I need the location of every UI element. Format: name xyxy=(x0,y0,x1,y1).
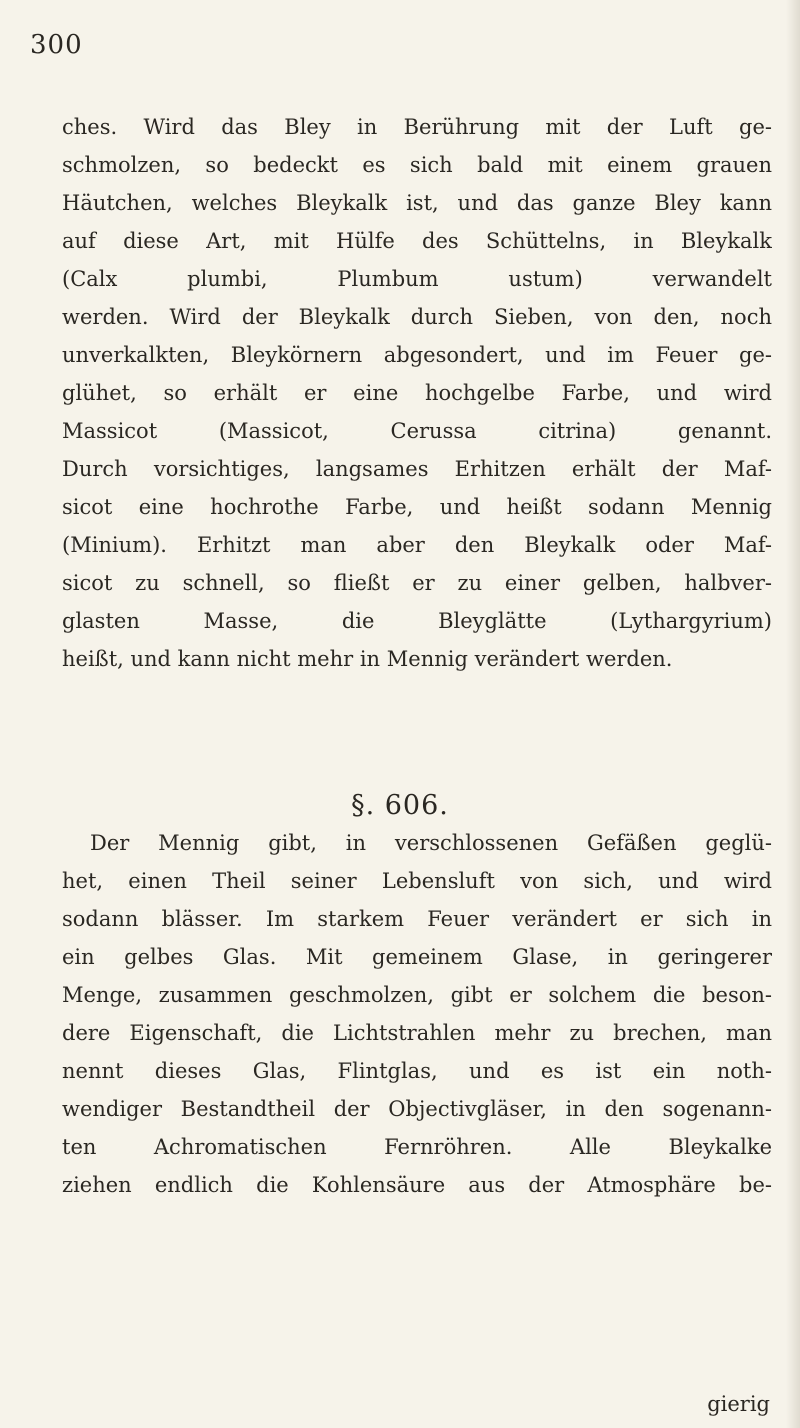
text-line: auf diese Art, mit Hülfe des Schüttelns, in Bleykalk xyxy=(62,229,772,253)
text-line: schmolzen, so bedeckt es sich bald mit einem grauen xyxy=(62,153,772,177)
section-heading: §. 606. xyxy=(351,790,449,821)
text-line: ein gelbes Glas. Mit gemeinem Glase, in geringerer xyxy=(62,945,772,969)
text-line: dere Eigenschaft, die Lichtstrahlen mehr zu brechen, man xyxy=(62,1021,772,1045)
text-line: Der Mennig gibt, in verschlossenen Gefäßen geglü- xyxy=(90,831,772,855)
text-line: sodann blässer. Im starkem Feuer verändert er sich in xyxy=(62,907,772,931)
catchword: gierig xyxy=(707,1392,770,1416)
text-line: glasten Masse, die Bleyglätte (Lythargyrium) xyxy=(62,609,772,633)
text-line: ches. Wird das Bley in Berührung mit der Luft ge- xyxy=(62,115,772,139)
paragraph-1 xyxy=(62,108,772,678)
text-line: sicot eine hochrothe Farbe, und heißt sodann Mennig xyxy=(62,495,772,519)
text-line: unverkalkten, Bleykörnern abgesondert, und im Feuer ge- xyxy=(62,343,772,367)
text-line: Massicot (Massicot, Cerussa citrina) genannt. xyxy=(62,419,772,443)
text-line: heißt, und kann nicht mehr in Mennig verändert werden. xyxy=(62,647,673,671)
text-line: het, einen Theil seiner Lebensluft von sich, und wird xyxy=(62,869,772,893)
text-line: sicot zu schnell, so fließt er zu einer gelben, halbver- xyxy=(62,571,772,595)
text-line: nennt dieses Glas, Flintglas, und es ist ein noth- xyxy=(62,1059,772,1083)
text-line: ten Achromatischen Fernröhren. Alle Bleykalke xyxy=(62,1135,772,1159)
page-number: 300 xyxy=(30,30,83,60)
text-line: Häutchen, welches Bleykalk ist, und das ganze Bley kann xyxy=(62,191,772,215)
text-line: wendiger Bestandtheil der Objectivgläser, in den sogenann- xyxy=(62,1097,772,1121)
text-line: (Calx plumbi, Plumbum ustum) verwandelt xyxy=(62,267,772,291)
text-line: werden. Wird der Bleykalk durch Sieben, von den, noch xyxy=(62,305,772,329)
paragraph-2 xyxy=(62,824,772,1204)
text-line: ziehen endlich die Kohlensäure aus der Atmosphäre be- xyxy=(62,1173,772,1197)
page-edge-shadow xyxy=(786,0,800,1428)
text-line: (Minium). Erhitzt man aber den Bleykalk oder Maf- xyxy=(62,533,772,557)
text-line: glühet, so erhält er eine hochgelbe Farbe, und wird xyxy=(62,381,772,405)
text-line: Menge, zusammen geschmolzen, gibt er solchem die beson- xyxy=(62,983,772,1007)
text-line: Durch vorsichtiges, langsames Erhitzen erhält der Maf- xyxy=(62,457,772,481)
